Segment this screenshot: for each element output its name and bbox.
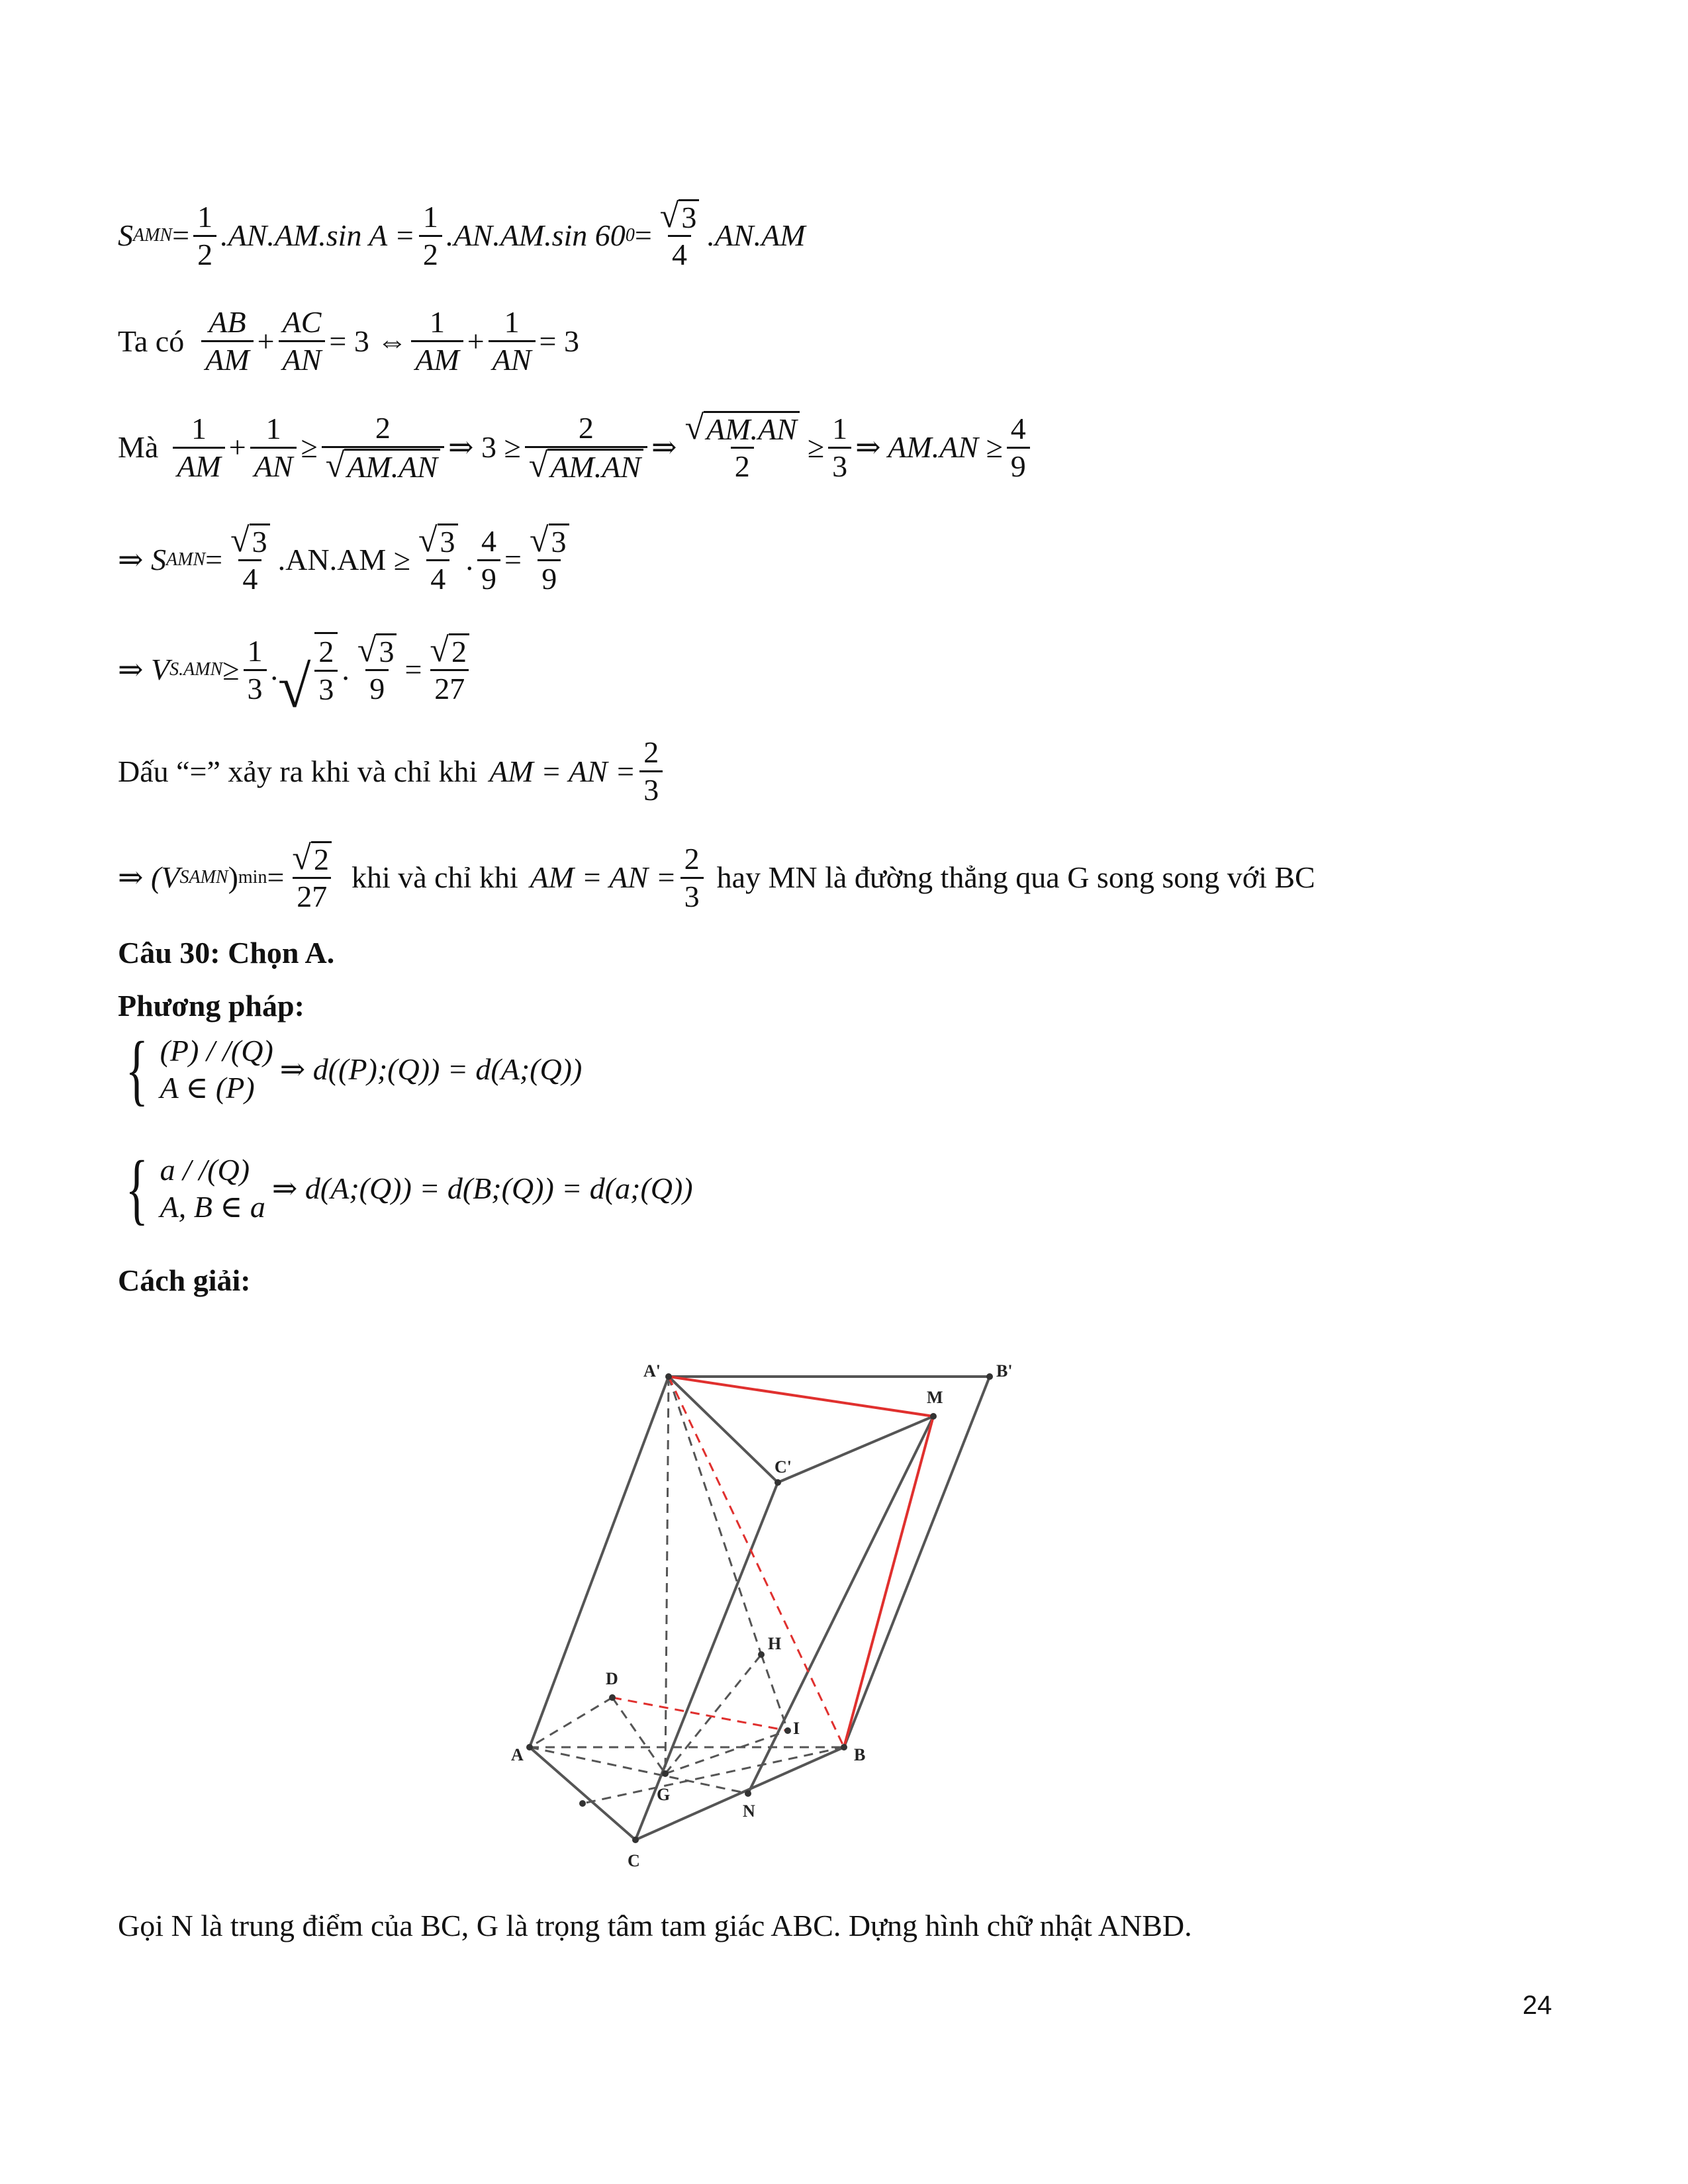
subscript: S.AMN (169, 659, 223, 680)
numerator: √ 2 (426, 633, 473, 669)
system-brace: { a / /(Q) A, B ∈ a (125, 1144, 265, 1232)
edge-ac (530, 1747, 635, 1840)
fraction (419, 199, 442, 273)
fraction (1007, 411, 1030, 484)
point-a (526, 1744, 533, 1751)
edge-a1m (669, 1377, 933, 1416)
sqrt: √ $\frac{2}{3}$ (278, 632, 342, 707)
fraction (279, 304, 326, 378)
operator: + (467, 324, 485, 358)
numerator: 2 (643, 735, 659, 769)
edge-b-midac (583, 1747, 844, 1803)
solid-edges (530, 1377, 990, 1840)
system-result: ⇒ d((P);(Q)) = d(A;(Q)) (279, 1052, 583, 1086)
denominator: 3 (828, 447, 851, 484)
label-m: M (927, 1388, 943, 1407)
edge-aa1 (530, 1377, 669, 1747)
denominator: 3 (680, 877, 704, 915)
fraction (201, 304, 253, 378)
fraction (489, 304, 536, 378)
edge-mb (844, 1416, 933, 1747)
text: Ta có (118, 324, 185, 358)
operator: ≥ (807, 430, 825, 464)
equals: = (172, 218, 190, 252)
numerator: √ AM.AN (681, 410, 804, 447)
label-c: C (628, 1851, 640, 1870)
numerator: √ 3 (414, 523, 462, 559)
denominator: 4 (668, 235, 691, 273)
edge-a1h (669, 1377, 761, 1655)
numerator: √ 3 (226, 523, 274, 559)
numerator: AB (209, 305, 246, 339)
closing-paragraph: Gọi N là trung điểm của BC, G là trọng tâm tam giác ABC. Dựng hình chữ nhật ANBD. (118, 1909, 1192, 1942)
point-b1 (986, 1373, 993, 1380)
denominator: 9 (1007, 447, 1030, 484)
fraction (411, 304, 463, 378)
system-1 (118, 1025, 583, 1113)
denominator: 3 (244, 669, 267, 707)
equation-inequality (118, 410, 1034, 484)
system-row: A ∈ (P) (160, 1071, 255, 1105)
operator: ⇒ (651, 430, 677, 464)
solution-heading: Cách giải: (118, 1263, 251, 1297)
symbol: S (118, 218, 133, 252)
fraction (680, 841, 704, 915)
point-n (745, 1790, 751, 1797)
edge-bb1 (844, 1377, 990, 1747)
fraction (193, 199, 216, 273)
denominator: 2 (731, 447, 754, 484)
expression: AM = AN = (530, 860, 677, 894)
text: Mà (118, 430, 159, 464)
point-c (632, 1837, 639, 1843)
numerator: 1 (191, 411, 207, 445)
denominator: √ AM.AN (322, 446, 444, 484)
radicand: 2 (311, 841, 332, 876)
equals: = (205, 543, 223, 576)
numerator: 4 (1010, 411, 1026, 445)
point-g (662, 1770, 669, 1777)
numerator: 2 (375, 411, 391, 445)
expression: = 3 ⇔ (329, 324, 408, 358)
denominator: AM (201, 340, 253, 378)
edge-c1m (778, 1416, 933, 1482)
page-number: 24 (1523, 1991, 1552, 2020)
edge-a1c1 (669, 1377, 778, 1482)
fraction (525, 410, 647, 484)
denominator: 9 (538, 559, 561, 597)
expression: ⇒ V (118, 653, 170, 686)
expression: = 3 (539, 324, 579, 358)
operator: ≥ (301, 430, 318, 464)
prism-figure (503, 1337, 1165, 1899)
fraction (288, 841, 336, 915)
text: hay MN là đường thẳng qua G song song với BC (716, 860, 1315, 894)
label-b: B (854, 1745, 866, 1764)
equation-area-amn (118, 199, 806, 273)
expression: ⇒ S (118, 543, 167, 576)
numerator: 1 (422, 199, 438, 234)
label-c1: C' (774, 1457, 792, 1477)
subscript: SAMN (179, 867, 228, 887)
label-i: I (793, 1719, 800, 1738)
expression: AM = AN = (489, 754, 636, 788)
label-g: G (657, 1785, 671, 1804)
expression: ⇒ (V (118, 860, 180, 894)
numerator: 1 (832, 411, 848, 445)
operator: . (465, 543, 474, 576)
equation-area-bound (118, 523, 577, 597)
label-a1: A' (643, 1361, 661, 1381)
operator: . (342, 653, 350, 686)
point-b (841, 1744, 847, 1751)
edge-hi (761, 1655, 788, 1731)
numerator: √ 3 (353, 633, 401, 669)
label-b1: B' (996, 1361, 1013, 1381)
edge-da (530, 1698, 612, 1747)
system-row: (P) / /(Q) (160, 1034, 273, 1068)
denominator: 27 (430, 669, 469, 707)
numerator: 2 (684, 841, 700, 876)
denominator: 4 (426, 559, 449, 597)
point-a1 (665, 1373, 672, 1380)
label-a: A (511, 1745, 524, 1764)
radicand: 3 (679, 199, 699, 234)
fraction (244, 633, 267, 707)
fraction (477, 523, 500, 597)
edge-dg (612, 1698, 665, 1774)
figure-labels (511, 1361, 1013, 1870)
numerator: 2 (318, 635, 334, 668)
equation-volume-bound (118, 631, 477, 720)
denominator: 9 (477, 559, 500, 597)
expression: .AN.AM (707, 218, 806, 252)
numerator: 1 (504, 305, 520, 339)
denominator: AM (411, 340, 463, 378)
fraction (526, 523, 573, 597)
denominator: AN (489, 340, 536, 378)
fraction (322, 410, 444, 484)
fraction (639, 735, 663, 808)
numerator: √ 2 (288, 841, 336, 877)
radicand: 3 (549, 523, 569, 559)
numerator (656, 199, 704, 235)
system-brace: { (P) / /(Q) A ∈ (P) (125, 1025, 273, 1113)
denominator: AN (250, 447, 297, 484)
text: khi và chỉ khi (351, 860, 518, 894)
fraction (426, 633, 473, 707)
label-n: N (743, 1801, 755, 1821)
system-result: ⇒ d(A;(Q)) = d(B;(Q)) = d(a;(Q)) (271, 1171, 693, 1205)
radicand: 2 (449, 633, 469, 668)
denominator: 3 (639, 770, 663, 808)
label-d: D (606, 1669, 618, 1688)
expression: ⇒ AM.AN ≥ (855, 430, 1003, 464)
equality-condition (118, 735, 667, 808)
radicand: 3 (250, 523, 270, 559)
denominator: 4 (238, 559, 261, 597)
text: Dấu “=” xảy ra khi và chỉ khi (118, 754, 478, 788)
numerator: 1 (265, 411, 281, 445)
numerator: 1 (197, 199, 213, 234)
operator: + (228, 430, 246, 464)
fraction (250, 411, 297, 484)
expression: .AN.AM ≥ (277, 543, 410, 576)
fraction (226, 523, 274, 597)
point-i (784, 1727, 791, 1734)
denominator: AM (173, 447, 224, 484)
subscript: AMN (166, 549, 206, 570)
numerator: 4 (481, 523, 497, 558)
denominator: AN (279, 340, 326, 378)
point-d (609, 1694, 616, 1701)
fraction (414, 523, 462, 597)
point-m (930, 1413, 937, 1420)
sqrt: √ 3 (660, 199, 700, 234)
superscript: 0 (625, 225, 635, 246)
operator: ≥ (222, 653, 240, 686)
radicand: 3 (376, 633, 397, 668)
method-heading: Phương pháp: (118, 989, 305, 1023)
system-row: A, B ∈ a (160, 1190, 265, 1224)
system-row: a / /(Q) (160, 1153, 250, 1187)
equals: = (504, 543, 522, 576)
fraction (681, 410, 804, 484)
system-2 (118, 1144, 693, 1232)
expression: ⇒ 3 ≥ (447, 430, 521, 464)
radicand: AM.AN (344, 449, 440, 484)
equals: = (634, 218, 652, 252)
paren: ) (228, 860, 238, 894)
fraction (353, 633, 401, 707)
point-h (758, 1651, 765, 1658)
numerator: AC (282, 305, 322, 339)
equals: = (267, 860, 285, 894)
radicand: 3 (438, 523, 458, 559)
operator: . (270, 653, 279, 686)
operator: + (257, 324, 275, 358)
numerator: 1 (430, 305, 445, 339)
expression: .AN.AM.sin 60 (445, 218, 626, 252)
label-h: H (768, 1634, 782, 1653)
numerator: √ 3 (526, 523, 573, 559)
denominator: 27 (293, 877, 331, 915)
denominator: √ AM.AN (525, 446, 647, 484)
equation-ratio (118, 304, 579, 378)
edge-an (530, 1747, 748, 1794)
min-volume-conclusion (118, 841, 1315, 915)
point-c1 (774, 1479, 781, 1486)
subscript: AMN (133, 225, 173, 246)
denominator: 3 (314, 670, 338, 707)
height-a1g (665, 1377, 669, 1774)
denominator: 9 (365, 669, 389, 707)
subscript-min: min (238, 867, 267, 887)
denominator: 2 (419, 235, 442, 273)
radicand: AM.AN (704, 411, 800, 446)
fraction (656, 199, 704, 273)
numerator: 1 (247, 633, 263, 668)
denominator: 2 (193, 235, 216, 273)
radicand: AM.AN (547, 449, 643, 484)
equals: = (404, 653, 422, 686)
point-mid-ac (579, 1800, 586, 1807)
expression: .AN.AM.sin A = (220, 218, 415, 252)
question-heading: Câu 30: Chọn A. (118, 936, 335, 970)
dashed-edges (530, 1377, 844, 1803)
fraction (828, 411, 851, 484)
numerator: 2 (578, 411, 594, 445)
edge-di (612, 1698, 788, 1731)
fraction (173, 411, 224, 484)
